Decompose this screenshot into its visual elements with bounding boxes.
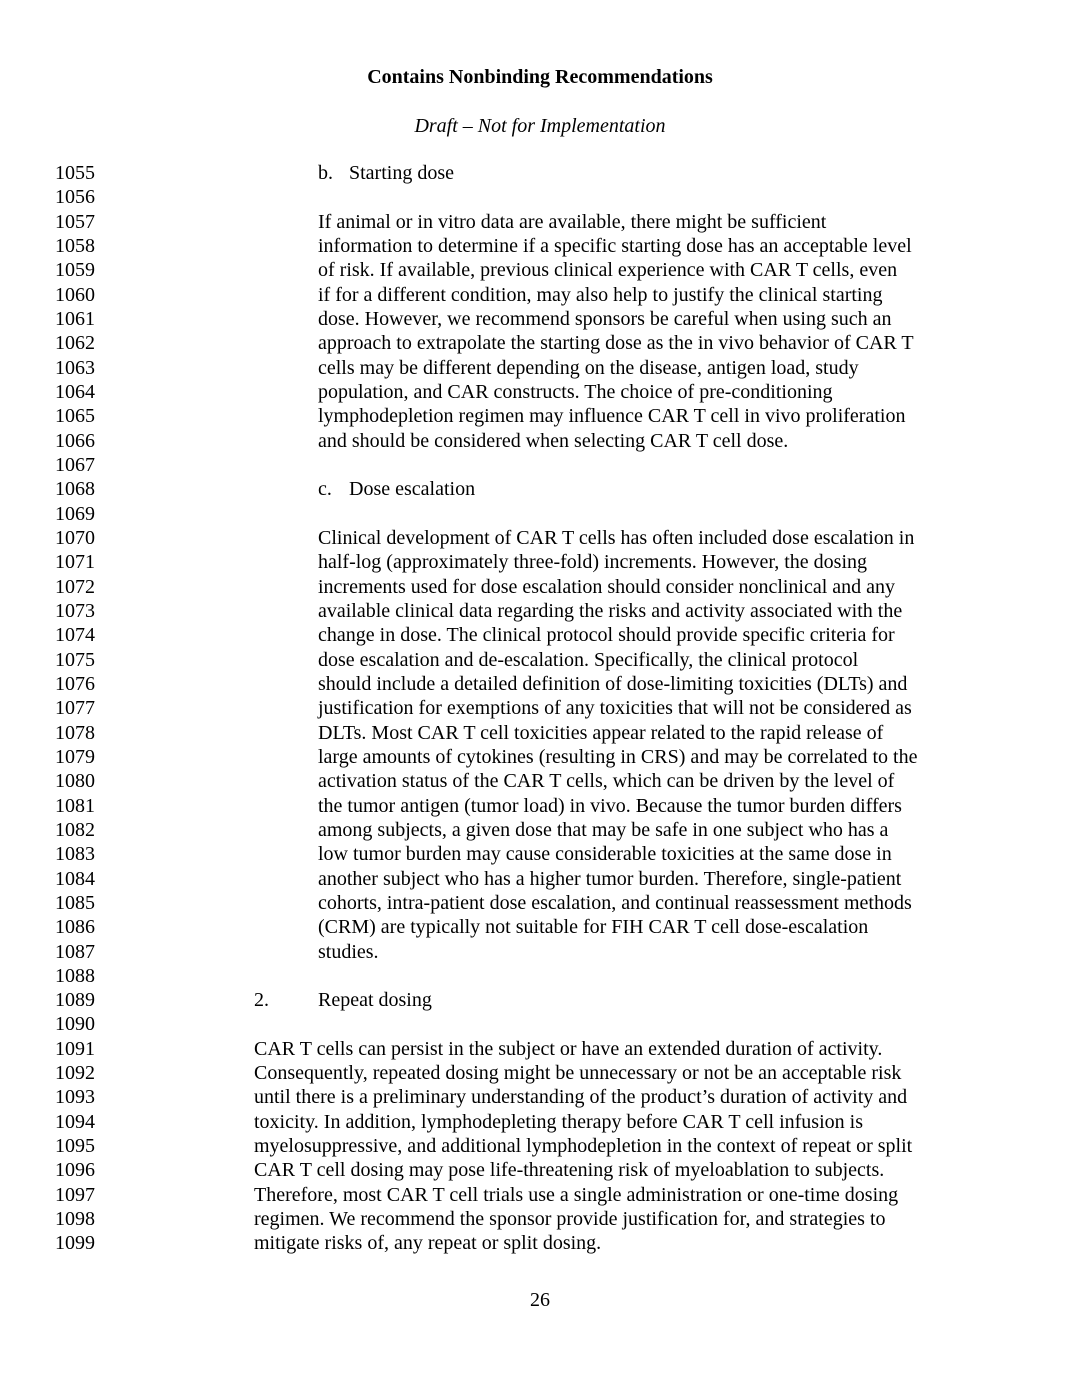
document-line (0, 818, 1080, 842)
section-marker: 2. (254, 989, 269, 1012)
document-line (0, 404, 1080, 428)
document-line (0, 1037, 1080, 1061)
line-number: 1055 (55, 162, 95, 184)
line-number: 1062 (55, 332, 95, 355)
document-line (0, 891, 1080, 915)
paragraph-text: cells may be different depending on the disease, antigen load, study (318, 356, 859, 379)
paragraph-text: dose escalation and de-escalation. Specifically, the clinical protocol (318, 648, 859, 671)
line-number: 1082 (55, 818, 95, 841)
line-number: 1059 (55, 259, 95, 282)
paragraph-text: studies. (318, 940, 379, 963)
document-line (0, 867, 1080, 891)
line-number: 1063 (55, 356, 95, 379)
document-line (0, 307, 1080, 331)
document-body (0, 161, 1080, 1256)
line-number: 1095 (55, 1135, 95, 1158)
line-number: 1067 (55, 453, 95, 476)
line-number: 1066 (55, 429, 95, 452)
document-line (0, 696, 1080, 720)
line-number: 1091 (55, 1037, 95, 1060)
paragraph-text: regimen. We recommend the sponsor provide justification for, and strategies to (254, 1208, 886, 1231)
subsection-marker: c. (318, 478, 332, 501)
line-number: 1057 (55, 210, 95, 233)
document-line (0, 794, 1080, 818)
document-line (0, 234, 1080, 258)
paragraph-text: information to determine if a specific starting dose has an acceptable level (318, 234, 912, 257)
page-number: 26 (530, 1289, 550, 1311)
paragraph-text: half-log (approximately three-fold) increments. However, the dosing (318, 551, 868, 574)
document-line (0, 1183, 1080, 1207)
paragraph-text: Consequently, repeated dosing might be unnecessary or not be an acceptable risk (254, 1062, 902, 1085)
document-line (0, 210, 1080, 234)
document-line (0, 599, 1080, 623)
paragraph-text: available clinical data regarding the risks and activity associated with the (318, 599, 903, 622)
paragraph-text: among subjects, a given dose that may be safe in one subject who has a (318, 818, 889, 841)
document-line (0, 769, 1080, 793)
document-line (0, 526, 1080, 550)
line-number: 1097 (55, 1183, 95, 1206)
line-number: 1098 (55, 1208, 95, 1231)
paragraph-text: population, and CAR constructs. The choice of pre-conditioning (318, 380, 833, 403)
paragraph-text: should include a detailed definition of dose-limiting toxicities (DLTs) and (318, 672, 908, 695)
paragraph-text: until there is a preliminary understanding of the product’s duration of activity and (254, 1086, 908, 1109)
paragraph-text: dose. However, we recommend sponsors be careful when using such an (318, 307, 892, 330)
paragraph-text: CAR T cell dosing may pose life-threatening risk of myeloablation to subjects. (254, 1159, 885, 1182)
line-number: 1078 (55, 721, 95, 744)
paragraph-text: mitigate risks of, any repeat or split dosing. (254, 1232, 602, 1255)
paragraph-text: lymphodepletion regimen may influence CAR T cell in vivo proliferation (318, 405, 906, 428)
line-number: 1068 (55, 478, 95, 501)
document-line (0, 1012, 1080, 1036)
paragraph-text: Clinical development of CAR T cells has often included dose escalation in (318, 526, 915, 549)
document-line (0, 915, 1080, 939)
document-line (0, 1231, 1080, 1255)
line-number: 1083 (55, 843, 95, 866)
document-line (0, 964, 1080, 988)
document-line (0, 258, 1080, 282)
line-number: 1076 (55, 672, 95, 695)
line-number: 1093 (55, 1086, 95, 1109)
document-line (0, 1134, 1080, 1158)
document-draft-notice: Draft – Not for Implementation (414, 115, 666, 137)
document-line (0, 331, 1080, 355)
line-number: 1058 (55, 234, 95, 257)
line-number: 1079 (55, 745, 95, 768)
document-line (0, 1061, 1080, 1085)
line-number: 1086 (55, 916, 95, 939)
paragraph-text: increments used for dose escalation should consider nonclinical and any (318, 575, 896, 598)
paragraph-text: DLTs. Most CAR T cell toxicities appear related to the rapid release of (318, 721, 884, 744)
document-line (0, 623, 1080, 647)
paragraph-text: large amounts of cytokines (resulting in CRS) and may be correlated to the (318, 745, 918, 768)
paragraph-text: another subject who has a higher tumor burden. Therefore, single-patient (318, 867, 902, 890)
document-line (0, 1158, 1080, 1182)
line-number: 1070 (55, 526, 95, 549)
line-number: 1084 (55, 867, 95, 890)
line-number: 1056 (55, 186, 95, 209)
subsection-heading: Dose escalation (349, 478, 476, 501)
subsection-heading: Starting dose (349, 162, 454, 184)
paragraph-text: CAR T cells can persist in the subject or have an extended duration of activity. (254, 1037, 883, 1060)
line-number: 1071 (55, 551, 95, 574)
document-line (0, 842, 1080, 866)
line-number: 1061 (55, 307, 95, 330)
line-number: 1072 (55, 575, 95, 598)
paragraph-text: Therefore, most CAR T cell trials use a single administration or one-time dosing (254, 1183, 899, 1206)
document-line (0, 575, 1080, 599)
document-line (0, 721, 1080, 745)
line-number: 1077 (55, 697, 95, 720)
paragraph-text: if for a different condition, may also help to justify the clinical starting (318, 283, 883, 306)
line-number: 1074 (55, 624, 95, 647)
line-number: 1099 (55, 1232, 95, 1255)
paragraph-text: justification for exemptions of any toxicities that will not be considered as (318, 697, 912, 720)
paragraph-text: cohorts, intra-patient dose escalation, and continual reassessment methods (318, 891, 912, 914)
document-header-title: Contains Nonbinding Recommendations (367, 66, 713, 88)
line-number: 1088 (55, 964, 95, 987)
paragraph-text: and should be considered when selecting CAR T cell dose. (318, 429, 789, 452)
document-line (0, 672, 1080, 696)
paragraph-text: the tumor antigen (tumor load) in vivo. Because the tumor burden differs (318, 794, 902, 817)
document-line (0, 940, 1080, 964)
document-line (0, 550, 1080, 574)
line-number: 1094 (55, 1110, 95, 1133)
document-line (0, 185, 1080, 209)
document-line (0, 380, 1080, 404)
line-number: 1090 (55, 1013, 95, 1036)
line-number: 1075 (55, 648, 95, 671)
document-line (0, 988, 1080, 1012)
document-line (0, 429, 1080, 453)
paragraph-text: activation status of the CAR T cells, which can be driven by the level of (318, 770, 895, 793)
document-line (0, 1085, 1080, 1109)
line-number: 1096 (55, 1159, 95, 1182)
line-number: 1060 (55, 283, 95, 306)
line-number: 1087 (55, 940, 95, 963)
paragraph-text: myelosuppressive, and additional lymphodepletion in the context of repeat or split (254, 1135, 913, 1158)
document-line (0, 356, 1080, 380)
paragraph-text: toxicity. In addition, lymphodepleting therapy before CAR T cell infusion is (254, 1110, 863, 1133)
line-number: 1092 (55, 1062, 95, 1085)
subsection-marker: b. (318, 162, 333, 184)
paragraph-text: (CRM) are typically not suitable for FIH CAR T cell dose-escalation (318, 916, 869, 939)
paragraph-text: change in dose. The clinical protocol should provide specific criteria for (318, 624, 895, 647)
line-number: 1065 (55, 405, 95, 428)
line-number: 1064 (55, 380, 95, 403)
line-number: 1073 (55, 599, 95, 622)
line-number: 1085 (55, 891, 95, 914)
line-number: 1080 (55, 770, 95, 793)
document-line (0, 453, 1080, 477)
paragraph-text: approach to extrapolate the starting dose as the in vivo behavior of CAR T (318, 332, 914, 355)
document-line (0, 648, 1080, 672)
document-line (0, 1110, 1080, 1134)
document-line (0, 502, 1080, 526)
line-number: 1069 (55, 502, 95, 525)
document-line (0, 477, 1080, 501)
paragraph-text: low tumor burden may cause considerable toxicities at the same dose in (318, 843, 892, 866)
document-line (0, 283, 1080, 307)
line-number: 1089 (55, 989, 95, 1012)
section-heading: Repeat dosing (318, 989, 432, 1012)
line-number: 1081 (55, 794, 95, 817)
paragraph-text: of risk. If available, previous clinical experience with CAR T cells, even (318, 259, 898, 282)
document-line (0, 745, 1080, 769)
paragraph-text: If animal or in vitro data are available, there might be sufficient (318, 210, 827, 233)
document-line (0, 161, 1080, 185)
document-line (0, 1207, 1080, 1231)
